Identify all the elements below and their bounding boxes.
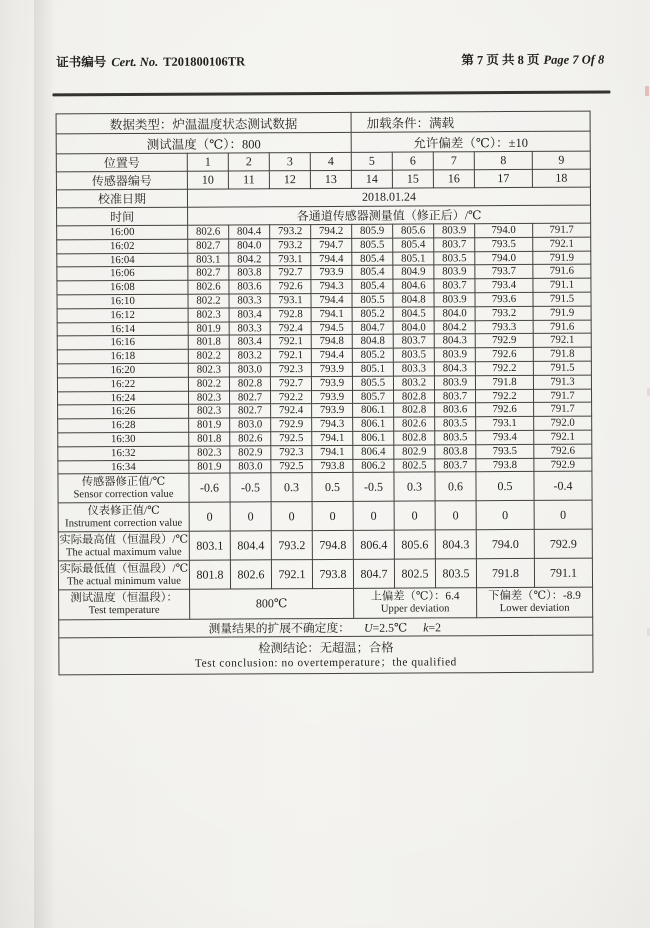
reading-cell: 805.5 [352, 238, 393, 252]
reading-cell: 793.2 [270, 225, 311, 239]
allowed-deviation-cell: 允许偏差（℃）：±10 [351, 131, 590, 152]
reading-cell: 792.9 [271, 418, 312, 432]
value-cell: 801.8 [189, 560, 230, 589]
reading-cell: 793.5 [475, 237, 533, 251]
reading-cell: 791.1 [533, 278, 591, 292]
value-cell: 11 [228, 171, 269, 189]
time-cell: 16:00 [57, 225, 188, 239]
value-cell: 794.0 [476, 530, 534, 559]
reading-cell: 791.9 [533, 306, 591, 320]
reading-cell: 793.5 [476, 444, 534, 458]
reading-cell: 801.9 [189, 460, 230, 474]
reading-cell: 804.0 [229, 239, 270, 253]
reading-cell: 802.6 [394, 417, 435, 431]
sensor-label: 传感器编号 [56, 171, 187, 190]
reading-cell: 801.9 [189, 418, 230, 432]
value-cell: 804.4 [230, 531, 271, 560]
reading-cell: 792.7 [270, 376, 311, 390]
actual-minimum-row [58, 558, 592, 590]
reading-cell: 792.5 [271, 459, 312, 473]
reading-cell: 791.8 [533, 347, 591, 361]
reading-cell: 792.9 [534, 458, 592, 472]
reading-cell: 803.9 [434, 224, 475, 238]
reading-cell: 792.3 [270, 363, 311, 377]
reading-cell: 803.0 [230, 418, 271, 432]
time-cell: 16:02 [57, 239, 188, 253]
reading-cell: 803.0 [229, 363, 270, 377]
reading-cell: 803.7 [435, 458, 476, 472]
value-cell: -0.4 [534, 471, 592, 500]
value-cell: 4 [310, 152, 351, 170]
cert-number: T201800106TR [163, 54, 246, 69]
value-cell: 793.2 [271, 531, 312, 560]
test-temperature-value: 800℃ [190, 589, 354, 620]
data-type-cell: 数据类型：炉温温度状态测试数据 [56, 112, 351, 134]
reading-cell: 805.4 [352, 279, 393, 293]
value-cell: 791.8 [476, 559, 534, 588]
reading-cell: 794.0 [475, 251, 533, 265]
reading-cell: 794.3 [311, 280, 352, 294]
reading-cell: 792.1 [270, 335, 311, 349]
value-cell: 15 [392, 170, 433, 188]
value-cell: 806.4 [353, 530, 394, 559]
value-cell: -0.6 [189, 473, 230, 502]
reading-cell: 792.9 [475, 334, 533, 348]
upper-deviation-cell: 上偏差（℃）：6.4 Upper deviation [354, 588, 477, 619]
reading-cell: 803.2 [393, 376, 434, 390]
instrument-correction-row [58, 500, 592, 532]
cert-label-cn: 证书编号 [56, 55, 107, 70]
reading-cell: 791.5 [533, 361, 591, 375]
reading-cell: 803.2 [229, 349, 270, 363]
reading-cell: 804.8 [393, 293, 434, 307]
value-cell: 0 [534, 500, 592, 529]
time-cell: 16:26 [58, 405, 189, 419]
reading-cell: 803.5 [393, 348, 434, 362]
reading-cell: 793.8 [312, 459, 353, 473]
reading-cell: 793.4 [476, 430, 534, 444]
reading-cell: 793.2 [475, 306, 533, 320]
reading-cell: 803.8 [229, 266, 270, 280]
reading-cell: 805.6 [393, 224, 434, 238]
reading-cell: 793.2 [270, 238, 311, 252]
reading-cell: 794.1 [312, 445, 353, 459]
reading-cell: 803.3 [229, 294, 270, 308]
test-temperature-summary-row [59, 587, 593, 620]
reading-cell: 794.4 [311, 293, 352, 307]
reading-cell: 793.9 [311, 266, 352, 280]
time-cell: 16:10 [57, 294, 188, 308]
reading-cell: 792.7 [270, 266, 311, 280]
reading-cell: 791.6 [533, 320, 591, 334]
value-cell: 2 [228, 153, 269, 171]
reading-cell: 794.5 [311, 321, 352, 335]
time-cell: 16:08 [57, 280, 188, 294]
reading-cell: 805.4 [352, 252, 393, 266]
instrument-correction-label: 仪表修正值/℃ Instrument correction value [58, 503, 189, 533]
uncertainty-cell: 测量结果的扩展不确定度： U=2.5℃ k=2 [59, 617, 593, 638]
reading-cell: 803.4 [229, 335, 270, 349]
cert-number-group [56, 51, 250, 70]
reading-cell: 804.6 [393, 279, 434, 293]
reading-cell: 792.6 [270, 280, 311, 294]
reading-cell: 803.0 [230, 459, 271, 473]
reading-cell: 805.1 [393, 252, 434, 266]
value-cell: 0 [435, 501, 476, 530]
reading-cell: 793.9 [312, 404, 353, 418]
value-cell: 18 [532, 169, 590, 187]
reading-cell: 802.2 [188, 349, 229, 363]
reading-cell: 805.4 [393, 238, 434, 252]
value-cell: 792.9 [534, 529, 592, 558]
reading-cell: 806.1 [353, 417, 394, 431]
value-cell: 13 [310, 170, 351, 188]
reading-cell: 803.1 [188, 253, 229, 267]
reading-cell: 793.8 [476, 458, 534, 472]
value-cell: 802.5 [394, 559, 435, 588]
reading-cell: 806.4 [353, 445, 394, 459]
value-cell: 3 [269, 153, 310, 171]
reading-cell: 794.0 [475, 223, 533, 237]
reading-cell: 806.1 [353, 431, 394, 445]
reading-cell: 793.6 [475, 292, 533, 306]
reading-cell: 793.3 [475, 320, 533, 334]
reading-cell: 794.4 [311, 349, 352, 363]
reading-cell: 793.4 [475, 279, 533, 293]
reading-cell: 805.1 [352, 362, 393, 376]
value-cell: 0.5 [312, 473, 353, 502]
value-cell: 803.1 [189, 531, 230, 560]
reading-cell: 792.1 [533, 237, 591, 251]
reading-cell: 793.9 [311, 376, 352, 390]
reading-cell: 803.5 [434, 251, 475, 265]
value-cell: 802.6 [230, 560, 271, 589]
reading-cell: 794.1 [311, 307, 352, 321]
reading-cell: 805.4 [352, 266, 393, 280]
value-cell: 17 [474, 169, 532, 187]
time-cell: 16:28 [58, 418, 189, 432]
reading-cell: 802.6 [230, 432, 271, 446]
reading-cell: 793.1 [270, 294, 311, 308]
reading-cell: 804.3 [434, 334, 475, 348]
reading-cell: 803.3 [393, 362, 434, 376]
time-cell: 16:16 [57, 336, 188, 350]
cert-label-en: Cert. No. [111, 54, 159, 70]
reading-cell: 791.7 [533, 223, 591, 237]
lower-deviation-cell: 下偏差（℃）：-8.9 Lower deviation [477, 587, 593, 618]
reading-cell: 803.5 [435, 417, 476, 431]
time-cell: 16:20 [57, 363, 188, 377]
reading-cell: 791.7 [534, 402, 592, 416]
value-cell: 792.1 [271, 560, 312, 589]
reading-cell: 803.9 [434, 265, 475, 279]
header-rule [52, 91, 610, 97]
furnace-test-data-table [56, 111, 594, 676]
conclusion-cell: 检测结论：无超温；合格 Test conclusion: no overtemperature；the qualified [59, 635, 593, 675]
reading-cell: 803.5 [435, 431, 476, 445]
reading-cell: 802.3 [188, 308, 229, 322]
value-cell: 16 [433, 170, 474, 188]
actual-maximum-row [58, 529, 592, 561]
reading-cell: 804.9 [393, 265, 434, 279]
time-cell: 16:06 [57, 267, 188, 281]
calibration-date: 2018.01.24 [187, 187, 590, 207]
reading-cell: 804.0 [393, 321, 434, 335]
value-cell: 14 [351, 170, 392, 188]
reading-cell: 792.2 [475, 389, 533, 403]
reading-cell: 792.1 [533, 333, 591, 347]
reading-cell: 803.4 [229, 308, 270, 322]
value-cell: 0 [394, 501, 435, 530]
reading-cell: 803.3 [229, 321, 270, 335]
reading-cell: 802.6 [188, 225, 229, 239]
time-cell: 16:32 [58, 446, 189, 460]
value-cell: 0 [353, 501, 394, 530]
value-cell: 0.3 [394, 472, 435, 501]
load-condition-cell: 加载条件：满载 [351, 111, 590, 132]
reading-cell: 804.0 [434, 306, 475, 320]
page-label-en: Page 7 Of 8 [543, 52, 605, 67]
reading-cell: 803.7 [435, 389, 476, 403]
reading-cell: 793.9 [312, 390, 353, 404]
sensor-correction-label: 传感器修正值/℃ Sensor correction value [58, 474, 189, 504]
reading-cell: 805.7 [353, 390, 394, 404]
value-cell: 0 [312, 502, 353, 531]
reading-cell: 805.9 [352, 224, 393, 238]
channel-values-header: 各通道传感器测量值（修正后）/℃ [188, 205, 591, 225]
reading-cell: 792.0 [534, 416, 592, 430]
reading-cell: 802.7 [230, 404, 271, 418]
test-temperature-cell: 测试温度（℃）：800 [56, 132, 351, 154]
reading-cell: 804.8 [352, 335, 393, 349]
reading-cell: 794.7 [311, 238, 352, 252]
reading-cell: 792.6 [476, 403, 534, 417]
value-cell: 1 [187, 153, 228, 171]
time-label: 时间 [57, 207, 188, 226]
reading-cell: 791.7 [533, 389, 591, 403]
reading-cell: 802.7 [188, 266, 229, 280]
value-cell: 9 [532, 151, 590, 169]
test-temperature-label: 测试温度（恒温段）： Test temperature [59, 590, 190, 621]
reading-cell: 792.6 [475, 348, 533, 362]
reading-cell: 802.9 [230, 446, 271, 460]
position-label: 位置号 [56, 153, 187, 172]
time-cell: 16:34 [58, 460, 189, 474]
reading-cell: 794.2 [311, 224, 352, 238]
value-cell: 0 [189, 502, 230, 531]
reading-cell: 802.5 [394, 458, 435, 472]
reading-cell: 792.4 [270, 321, 311, 335]
reading-cell: 802.6 [188, 280, 229, 294]
page-label-cn: 第 7 页 共 8 页 [461, 52, 540, 68]
reading-cell: 804.4 [229, 225, 270, 239]
reading-cell: 803.6 [229, 280, 270, 294]
reading-cell: 803.7 [434, 238, 475, 252]
reading-cell: 802.3 [188, 363, 229, 377]
conclusion-row [59, 635, 593, 675]
value-cell: 10 [187, 171, 228, 189]
reading-cell: 792.2 [271, 390, 312, 404]
reading-cell: 792.8 [270, 307, 311, 321]
reading-cell: 806.1 [353, 404, 394, 418]
value-cell: 0 [476, 501, 534, 530]
reading-cell: 803.9 [434, 375, 475, 389]
value-cell: 794.8 [312, 531, 353, 560]
reading-cell: 794.8 [311, 335, 352, 349]
time-cell: 16:18 [57, 349, 188, 363]
reading-cell: 792.5 [271, 432, 312, 446]
reading-cell: 794.3 [312, 418, 353, 432]
reading-cell: 804.2 [434, 320, 475, 334]
value-cell: 805.6 [394, 530, 435, 559]
reading-cell: 804.3 [434, 362, 475, 376]
reading-cell: 793.7 [475, 265, 533, 279]
time-cell: 16:30 [58, 432, 189, 446]
reading-cell: 802.9 [394, 445, 435, 459]
calibration-label: 校准日期 [56, 189, 187, 208]
page-number-group [461, 50, 608, 69]
reading-cell: 801.8 [188, 335, 229, 349]
reading-cell: 792.3 [271, 445, 312, 459]
time-cell: 16:14 [57, 322, 188, 336]
reading-cell: 805.5 [352, 293, 393, 307]
value-cell: 793.8 [312, 560, 353, 589]
value-cell: 6 [392, 152, 433, 170]
value-cell: 8 [474, 151, 532, 169]
reading-cell: 791.6 [533, 264, 591, 278]
reading-cell: 792.6 [534, 444, 592, 458]
reading-cell: 805.5 [352, 376, 393, 390]
readings-body [57, 223, 592, 474]
reading-cell: 794.1 [312, 431, 353, 445]
time-cell: 16:24 [58, 391, 189, 405]
reading-cell: 802.3 [189, 391, 230, 405]
value-cell: 803.5 [435, 559, 476, 588]
reading-cell: 805.2 [352, 307, 393, 321]
reading-cell: 801.9 [188, 322, 229, 336]
actual-maximum-label: 实际最高值（恒温段）/℃ The actual maximum value [58, 532, 189, 562]
reading-cell: 802.7 [188, 239, 229, 253]
reading-cell: 802.2 [188, 377, 229, 391]
reading-cell: 802.3 [189, 404, 230, 418]
reading-cell: 803.7 [393, 334, 434, 348]
reading-cell: 805.2 [352, 348, 393, 362]
reading-cell: 793.9 [311, 362, 352, 376]
value-cell: -0.5 [353, 472, 394, 501]
time-cell: 16:04 [57, 253, 188, 267]
value-cell: 12 [269, 171, 310, 189]
reading-cell: 802.3 [189, 446, 230, 460]
reading-cell: 791.8 [475, 375, 533, 389]
time-cell: 16:12 [57, 308, 188, 322]
reading-cell: 793.1 [270, 252, 311, 266]
reading-cell: 793.1 [476, 417, 534, 431]
reading-cell: 803.6 [435, 403, 476, 417]
value-cell: 791.1 [534, 558, 592, 587]
reading-cell: 792.4 [271, 404, 312, 418]
reading-cell: 803.9 [434, 348, 475, 362]
reading-cell: 803.8 [435, 444, 476, 458]
reading-cell: 792.1 [534, 430, 592, 444]
actual-minimum-label: 实际最低值（恒温段）/℃ The actual minimum value [58, 561, 189, 591]
value-cell: 0 [271, 502, 312, 531]
sensor-correction-row [58, 471, 592, 503]
reading-cell: 794.4 [311, 252, 352, 266]
reading-cell: 791.9 [533, 251, 591, 265]
value-cell: 0.6 [435, 472, 476, 501]
reading-cell: 802.8 [394, 389, 435, 403]
value-cell: 7 [433, 152, 474, 170]
reading-cell: 804.5 [393, 307, 434, 321]
data-type-row [56, 111, 590, 134]
reading-cell: 791.5 [533, 292, 591, 306]
reading-cell: 804.2 [229, 252, 270, 266]
value-cell: 0 [230, 502, 271, 531]
reading-cell: 802.8 [394, 431, 435, 445]
value-cell: 5 [351, 152, 392, 170]
test-temperature-row [56, 131, 590, 154]
reading-cell: 802.8 [229, 377, 270, 391]
reading-cell: 792.1 [270, 349, 311, 363]
reading-cell: 802.2 [188, 294, 229, 308]
reading-cell: 792.2 [475, 361, 533, 375]
reading-cell: 802.8 [394, 403, 435, 417]
reading-cell: 806.2 [353, 459, 394, 473]
reading-cell: 803.9 [434, 293, 475, 307]
document-header [56, 50, 608, 71]
time-cell: 16:22 [57, 377, 188, 391]
reading-cell: 791.3 [533, 375, 591, 389]
value-cell: -0.5 [230, 473, 271, 502]
reading-cell: 801.8 [189, 432, 230, 446]
value-cell: 804.3 [435, 530, 476, 559]
value-cell: 0.5 [476, 472, 534, 501]
reading-cell: 802.7 [230, 390, 271, 404]
reading-cell: 804.7 [352, 321, 393, 335]
value-cell: 804.7 [353, 559, 394, 588]
value-cell: 0.3 [271, 473, 312, 502]
reading-cell: 803.7 [434, 279, 475, 293]
